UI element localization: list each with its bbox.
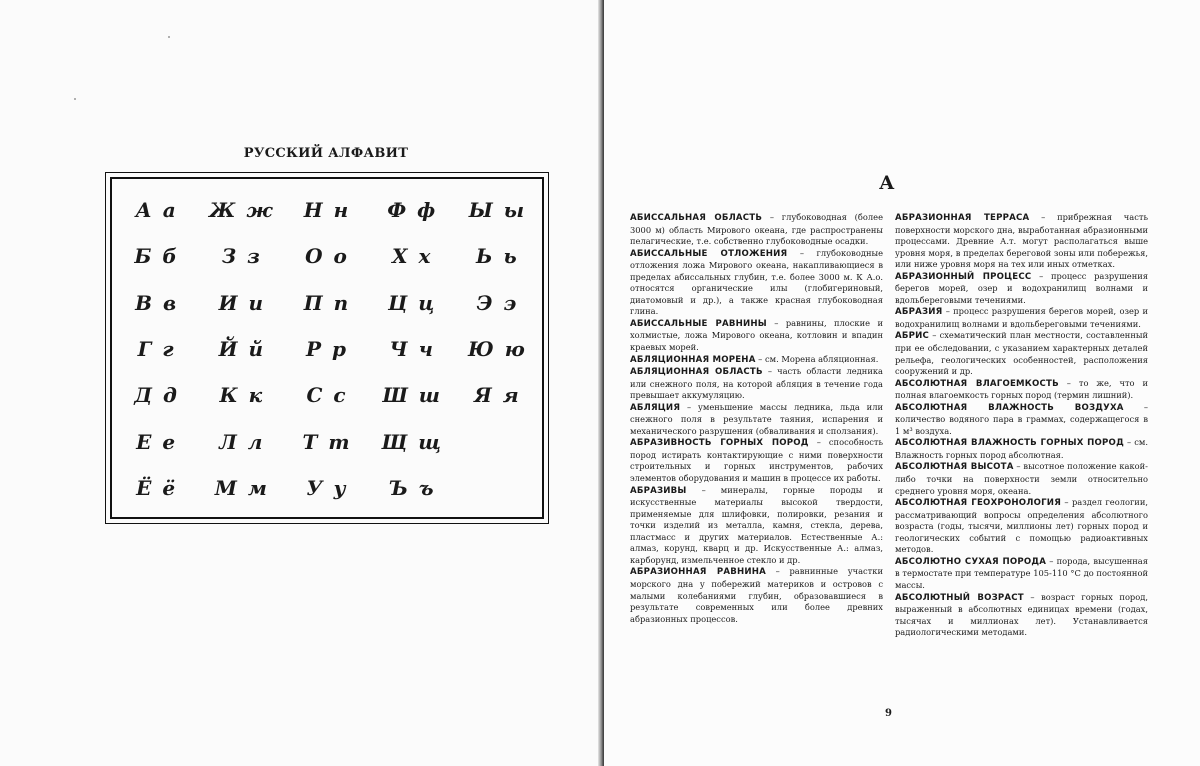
glossary-entry (630, 318, 883, 354)
alphabet-letter-pair: П п (303, 290, 351, 315)
glossary-entry (895, 402, 1148, 438)
glossary-entry (630, 402, 883, 438)
alphabet-letter-pair: Ф ф (387, 198, 438, 223)
alphabet-letter-pair: О о (305, 244, 349, 269)
alphabet-letter-pair: Б б (134, 244, 179, 269)
glossary-entry (630, 212, 883, 248)
alphabet-letter-pair (455, 465, 540, 511)
glossary-term: АБСОЛЮТНАЯ ВЛАГОЕМКОСТЬ (895, 378, 1059, 389)
glossary-definition: – глубоководная (более 3000 м) область Мирового океана, где распространены пелагические, т.е. собственно глубоководные осадки. (630, 212, 883, 247)
glossary-definition: – уменьшение массы ледника, льда или снежного поля в результате таяния, испарения и механического разрушения (обваливания и сползания). (630, 401, 883, 436)
glossary-entry (895, 306, 1148, 330)
alphabet-table-inner-frame (110, 177, 544, 519)
alphabet-letter-pair: К к (219, 383, 265, 408)
glossary-term: АБРАЗИЯ (895, 307, 943, 318)
alphabet-letter-pair: Ш ш (382, 383, 442, 408)
glossary-term: АБРАЗИВЫ (630, 485, 687, 496)
glossary-term: АБСОЛЮТНАЯ ВЫСОТА (895, 462, 1014, 473)
alphabet-letter-pair: Ь ь (476, 244, 519, 269)
glossary-entry (895, 437, 1148, 461)
alphabet-letter-pair: Н н (303, 198, 351, 223)
glossary-entry (895, 212, 1148, 271)
alphabet-letter-pair: Х х (391, 244, 433, 269)
glossary-entry (895, 330, 1148, 377)
glossary-entry (630, 566, 883, 625)
glossary-definition: – глубоководные отложения ложа Мирового океана, накапливающиеся в пределах абиссальных глубин, т.е. более 3000 м. К А.о. относятся органические илы (глобигериновый, диатомовый и др.), а также красная глубоководная глина. (630, 247, 883, 317)
glossary-entry (895, 271, 1148, 307)
glossary-term: АБИССАЛЬНАЯ ОБЛАСТЬ (630, 213, 763, 223)
alphabet-title: РУССКИЙ АЛФАВИТ (243, 146, 409, 161)
glossary-definition: – раздел геологии, рассматривающий вопросы определения абсолютного возраста (годы, тысячи, миллионы лет) горных пород и геологических событий с помощью радиоактивных методов. (895, 497, 1148, 555)
glossary-definition: – способность пород истирать контактирующие с ними поверхности строительных и горных инструментов, рабочих элементов оборудования и машин в процессе их работы. (630, 437, 883, 484)
alphabet-letter-pair: Е е (136, 429, 178, 454)
alphabet-letter-pair: С с (306, 383, 348, 408)
glossary-entry (895, 592, 1148, 639)
glossary-entry (895, 461, 1148, 497)
glossary-entry (630, 354, 883, 367)
alphabet-letter-pair: Ч ч (389, 336, 435, 361)
right-page (604, 0, 1200, 766)
glossary-term: АБРАЗИОННЫЙ ПРОЦЕСС (895, 271, 1032, 282)
glossary-definition: – равнины, плоские и холмистые, ложа Мирового океана, котловин и впадин краевых морей. (630, 317, 883, 353)
alphabet-letter-pair: Щ щ (381, 429, 443, 454)
paper-speck (168, 36, 170, 38)
glossary-definition: – часть области ледника или снежного поля, на которой абляция в течение года превышает аккумуляцию. (630, 366, 883, 401)
glossary-term: АБЛЯЦИОННАЯ МОРЕНА (630, 354, 756, 365)
glossary-term: АБРИС (895, 331, 929, 342)
glossary-definition: – минералы, горные породы и искусственные материалы высокой твердости, применяемые для шлифовки, полировки, резания и точки изделий из металла, камня, стекла, дерева, пластмасс и других материалов. Естественные А.: алмаз, корунд, кварц и др. Искусственные А.: алмаз, карборунд, измельченное стекло и др. (630, 484, 883, 565)
alphabet-letter-pair: Й й (218, 336, 265, 361)
glossary-definition: – возраст горных пород, выраженный в абсолютных единицах времени (годах, тысячах и миллионах лет). Устанавливается радиологическими методами. (895, 591, 1148, 638)
glossary-entry (895, 556, 1148, 592)
glossary-column-right (895, 212, 1148, 639)
glossary-entry (630, 366, 883, 402)
glossary-column-left (630, 212, 883, 625)
paper-speck (74, 98, 76, 100)
glossary-term: АБСОЛЮТНЫЙ ВОЗРАСТ (895, 592, 1024, 603)
alphabet-letter-pair (455, 418, 540, 464)
glossary-definition: – см. Влажность горных пород абсолютная. (895, 437, 1148, 460)
glossary-term: АБРАЗИВНОСТЬ ГОРНЫХ ПОРОД (630, 438, 809, 449)
glossary-term: АБСОЛЮТНАЯ ВЛАЖНОСТЬ ВОЗДУХА (895, 402, 1124, 413)
glossary-term: АБИССАЛЬНЫЕ ОТЛОЖЕНИЯ (630, 248, 788, 259)
glossary-entry (895, 378, 1148, 402)
glossary-term: АБИССАЛЬНЫЕ РАВНИНЫ (630, 318, 767, 329)
glossary-term: АБЛЯЦИОННАЯ ОБЛАСТЬ (630, 367, 763, 378)
alphabet-letter-pair: Ы ы (468, 198, 527, 223)
glossary-term: АБСОЛЮТНАЯ ВЛАЖНОСТЬ ГОРНЫХ ПОРОД (895, 438, 1124, 449)
glossary-definition: – схематический план местности, составленный при ее обследовании, с указанием характерных деталей рельефа, геологических особенностей, расположения сооружений и др. (895, 330, 1148, 377)
glossary-definition: – равнинные участки морского дна у побережий материков и островов с малыми колебаниями глубин, образовавшиеся в результате современных или более древних абразионных процессов. (630, 566, 883, 624)
glossary-term: АБЛЯЦИЯ (630, 402, 681, 413)
alphabet-letter-pair: Ц ц (388, 290, 437, 315)
glossary-term: АБСОЛЮТНО СУХАЯ ПОРОДА (895, 556, 1047, 567)
alphabet-letter-pair: Р р (305, 336, 348, 361)
section-letter: А (879, 172, 895, 194)
alphabet-letter-pair: И и (218, 290, 265, 315)
alphabet-letter-pair: Л л (219, 429, 265, 454)
alphabet-letter-pair: Я я (474, 383, 521, 408)
glossary-definition: – то же, что и полная влагоемкость горных пород (термин лишний). (895, 377, 1149, 401)
glossary-definition: – см. Морена абляционная. (755, 353, 879, 364)
alphabet-letter-pair: В в (135, 290, 179, 315)
glossary-definition: – прибрежная часть поверхности морского дна, выработанная абразионными процессами. Древние А.т. могут располагаться выше уровня моря, в пределах береговой зоны или побережья, или ниже уровня моря на тех или иных отметках. (895, 212, 1148, 270)
alphabet-letter-pair: У у (306, 475, 348, 500)
glossary-term: АБРАЗИОННАЯ РАВНИНА (630, 567, 766, 578)
glossary-term: АБСОЛЮТНАЯ ГЕОХРОНОЛОГИЯ (895, 498, 1062, 509)
alphabet-letter-pair: Г г (137, 336, 176, 361)
alphabet-letter-pair: Ъ ъ (388, 475, 436, 500)
glossary-definition: – количество водяного пара в граммах, содержащегося в 1 м³ воздуха. (895, 401, 1148, 436)
glossary-definition: – высотное положение какой-либо точки на поверхности земли относительно среднего уровня моря, океана. (895, 461, 1148, 496)
alphabet-letter-pair: З з (221, 244, 262, 269)
glossary-entry (630, 485, 883, 567)
alphabet-letter-pair: Ю ю (468, 336, 527, 361)
page-number: 9 (885, 708, 892, 719)
alphabet-table-frame (105, 172, 549, 524)
glossary-entry (630, 437, 883, 484)
glossary-entry (630, 248, 883, 318)
alphabet-grid (114, 187, 540, 511)
glossary-term: АБРАЗИОННАЯ ТЕРРАСА (895, 213, 1030, 223)
alphabet-letter-pair: А а (135, 198, 178, 223)
alphabet-letter-pair: Т т (302, 429, 352, 454)
glossary-definition: – процесс разрушения берегов морей, озер и водохранилищ волнами и вдольбереговыми течениями. (895, 306, 1148, 329)
glossary-definition: – процесс разрушения берегов морей, озер и водохранилищ волнами и вдольбереговыми течениями. (895, 270, 1148, 305)
alphabet-letter-pair: Ж ж (209, 198, 275, 223)
alphabet-letter-pair: Ё ё (136, 475, 178, 500)
alphabet-letter-pair: М м (214, 475, 269, 500)
glossary-entry (895, 497, 1148, 556)
alphabet-letter-pair: Д д (134, 383, 179, 408)
alphabet-letter-pair: Э э (476, 290, 519, 315)
glossary-definition: – порода, высушенная в термостате при температуре 105-110 °С до постоянной массы. (895, 555, 1148, 590)
